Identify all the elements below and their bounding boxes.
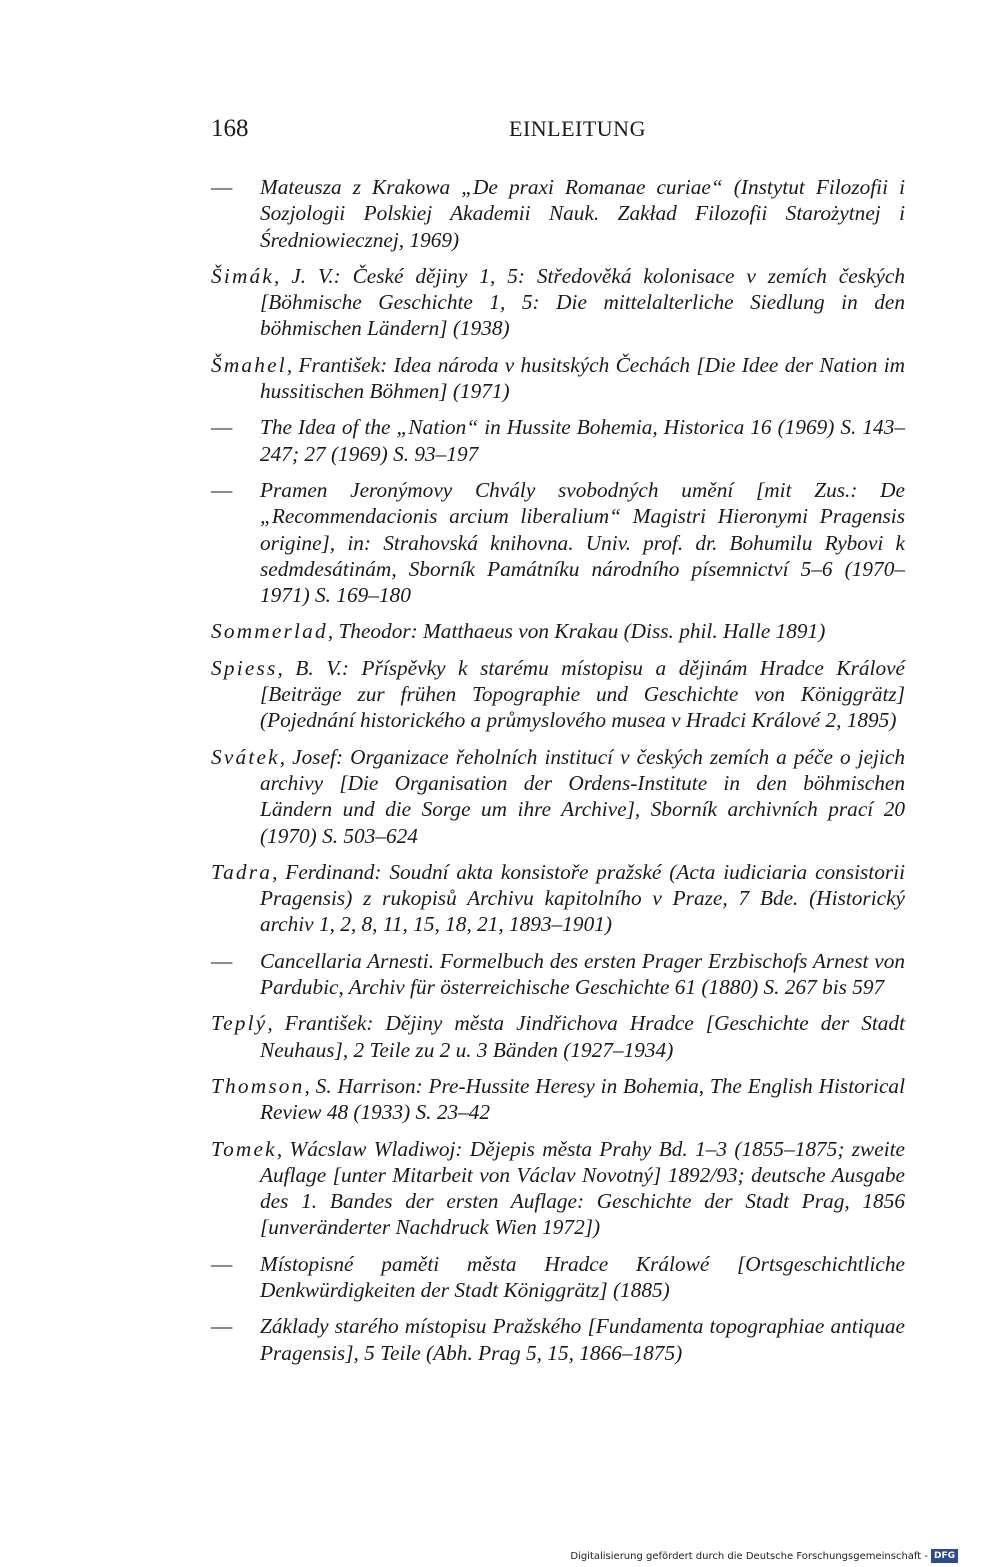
ditto-dash: — [211, 1251, 233, 1276]
dfg-logo: DFG [931, 1549, 958, 1563]
bibliography-entry [211, 1313, 905, 1366]
ditto-dash: — [211, 175, 233, 199]
entry-author: Teplý [211, 1011, 268, 1036]
entry-author: Tadra [211, 859, 273, 884]
entry-text: The Idea of the „Nation“ in Hussite Bohemia, Historica 16 (1969) S. 143–247; 27 (1969) S. 93–197 [260, 415, 905, 466]
bibliography-entry [211, 618, 905, 644]
bibliography-entry [211, 859, 905, 938]
entry-author: Tomek [211, 1136, 277, 1161]
entry-text: Pramen Jeronýmovy Chvály svobodných umění [mit Zus.: De „Recommendacionis arcium liberalium“ Magistri Hieronymi Pragensis origine], in: Strahovská knihovna. Univ. prof. dr. Bohumilu Rybovi k sedmdesátinám, Sborník Památníku národního písemnictví 5–6 (1970–1971) S. 169–180 [260, 477, 905, 608]
bibliography-entry [211, 1010, 905, 1063]
entry-text: , Ferdinand: Soudní akta konsistoře pražské (Acta iudiciaria consistorii Pragensis) z rukopisů Archivu kapitolního v Praze, 7 Bde. (Historický archiv 1, 2, 8, 11, 15, 18, 21, 1893–1901) [260, 859, 905, 937]
entry-text: , J. V.: České dějiny 1, 5: Středověká kolonisace v zemích českých [Böhmische Geschichte 1, 5: Die mittelalterliche Siedlung in den böhmischen Ländern] (1938) [260, 263, 905, 341]
entry-author: Šimák [211, 263, 275, 288]
bibliography-entry [211, 1136, 905, 1241]
bibliography-entry [211, 1073, 905, 1126]
ditto-dash: — [211, 477, 233, 502]
bibliography-entry [211, 477, 905, 608]
entry-author: Spiess [211, 655, 278, 680]
entry-text: , Theodor: Matthaeus von Krakau (Diss. phil. Halle 1891) [327, 619, 826, 644]
bibliography-list [211, 174, 905, 1376]
entry-text: Cancellaria Arnesti. Formelbuch des ersten Prager Erzbischofs Arnest von Pardubic, Archiv für österreichische Geschichte 61 (1880) S. 267 bis 597 [260, 948, 905, 1000]
ditto-dash: — [211, 1314, 233, 1339]
entry-text: , S. Harrison: Pre-Hussite Heresy in Bohemia, The English Historical Review 48 (1933) S. 23–42 [260, 1073, 905, 1125]
bibliography-entry [211, 414, 905, 467]
ditto-dash: — [211, 948, 233, 973]
entry-text: , B. V.: Příspěvky k starému místopisu a dějinám Hradce Králové [Beiträge zur frühen Topographie und Geschichte von Königgrätz] (Pojednání historického a průmyslového musea v Hradci Králové 2, 1895) [260, 655, 905, 733]
entry-text: Základy starého místopisu Pražského [Fundamenta topographiae antiquae Pragensis], 5 Teile (Abh. Prag 5, 15, 1866–1875) [260, 1314, 905, 1365]
entry-author: Šmahel [211, 352, 287, 377]
page-number: 168 [211, 115, 249, 142]
entry-text: , František: Idea národa v husitských Čechách [Die Idee der Nation im hussitischen Böhmen] (1971) [260, 352, 905, 404]
entry-text: Místopisné paměti města Hradce Králowé [Ortsgeschichtliche Denkwürdigkeiten der Stadt Königgrätz] (1885) [260, 1251, 905, 1302]
entry-author: Sommerlad [211, 619, 328, 644]
entry-text: Mateusza z Krakowa „De praxi Romanae curiae“ (Instytut Filozofii i Sozjologii Polskiej Akademii Nauk. Zakład Filozofii Starożytnej i Średniowiecznej, 1969) [260, 175, 905, 252]
bibliography-entry [211, 263, 905, 342]
bibliography-entry [211, 948, 905, 1001]
bibliography-entry [211, 352, 905, 405]
running-head: EINLEITUNG [509, 116, 646, 141]
entry-text: , František: Dějiny města Jindřichova Hradce [Geschichte der Stadt Neuhaus], 2 Teile zu 2 u. 3 Bänden (1927–1934) [260, 1011, 905, 1062]
entry-author: Svátek [211, 744, 280, 769]
entry-text: , Wácslaw Wladiwoj: Dějepis města Prahy Bd. 1–3 (1855–1875; zweite Auflage [unter Mitarbeit von Václav Novotný] 1892/93; deutsche Ausgabe des 1. Bandes der ersten Auflage: Geschichte der Stadt Prag, 1856 [unveränderter Nachdruck Wien 1972]) [260, 1136, 905, 1240]
footer-note-text: Digitalisierung gefördert durch die Deutsche Forschungsgemeinschaft - [570, 1551, 928, 1562]
bibliography-entry [211, 655, 905, 734]
entry-text: , Josef: Organizace řeholních institucí v českých zemích a péče o jejich archivy [Die Organisation der Ordens-Institute in den böhmischen Ländern und die Sorge um ihre Archive], Sborník archivních prací 20 (1970) S. 503–624 [260, 744, 905, 848]
digitization-footer [570, 1549, 958, 1564]
bibliography-entry [211, 174, 905, 253]
page-header [211, 112, 905, 146]
entry-author: Thomson [211, 1073, 305, 1098]
bibliography-entry [211, 744, 905, 849]
ditto-dash: — [211, 415, 233, 440]
bibliography-entry [211, 1251, 905, 1304]
